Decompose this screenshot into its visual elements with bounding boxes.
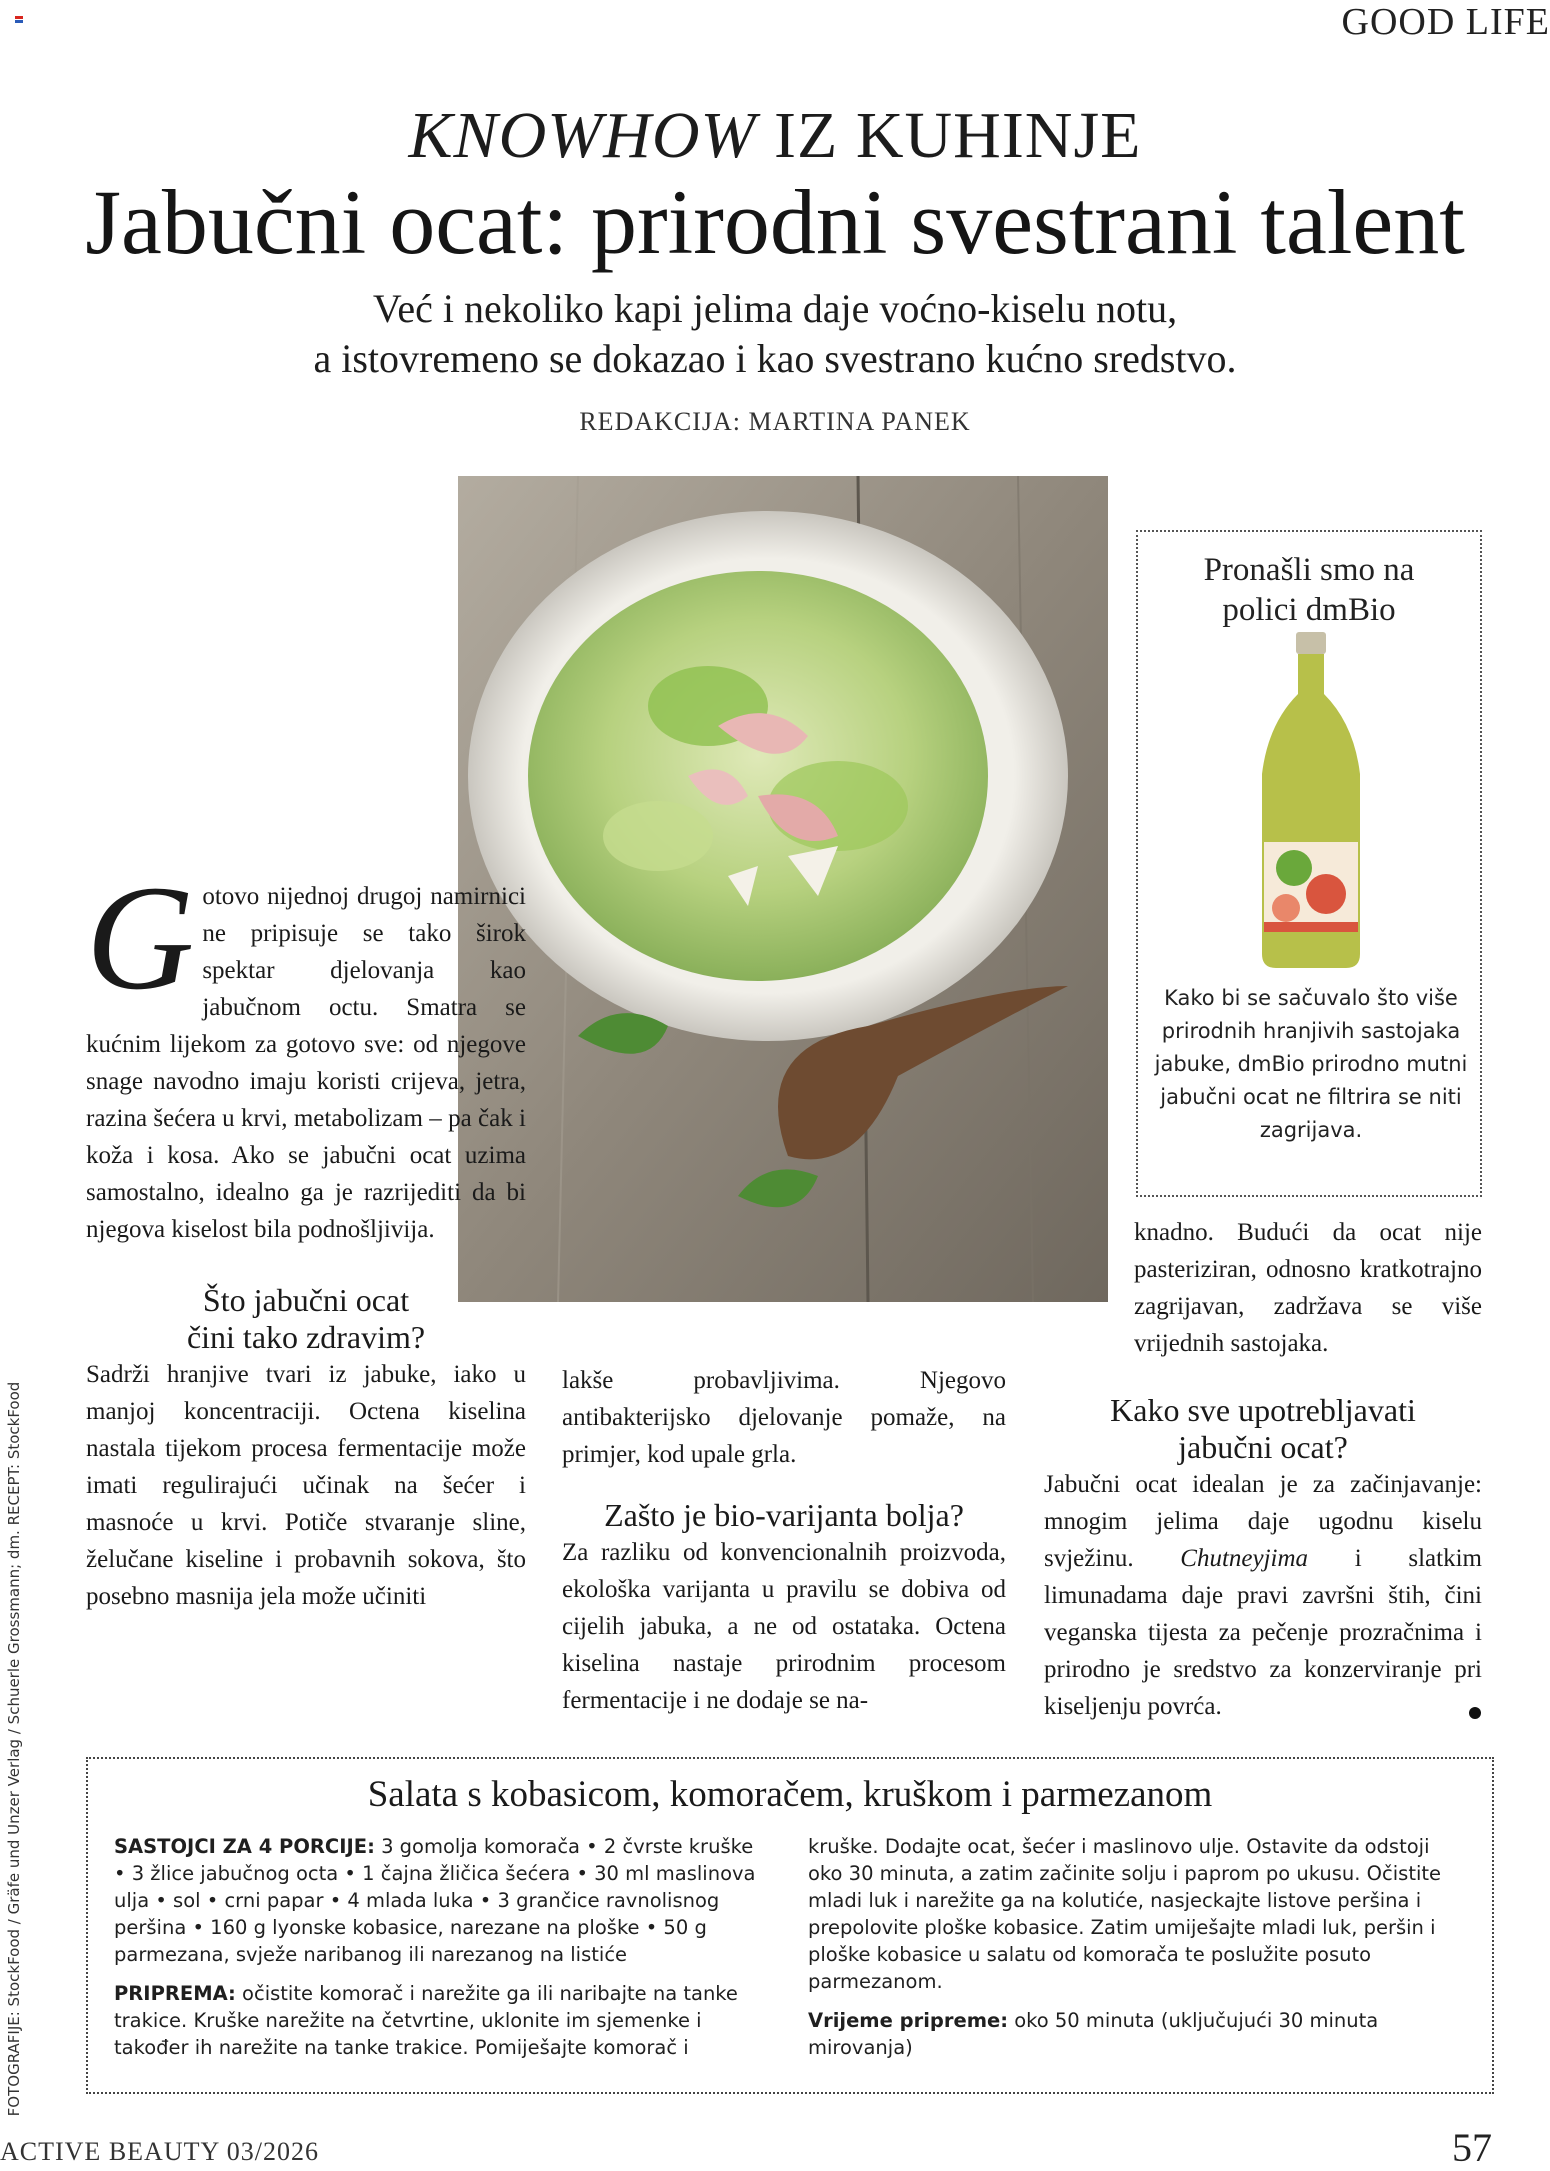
product-box — [1136, 530, 1482, 1197]
middle-continuation: lakše probavljivima. Njegovo antibakterijsko djelovanje pomaže, na primjer, kod upale grla. — [562, 1367, 1006, 1468]
ingredients-text: 3 gomolja komorača • 2 čvrste kruške • 3 žlice jabučnog octa • 1 čajna žličica šećera • 30 ml maslinova ulja • sol • crni papar • 4 mlada luka • 3 grančice ravnolisnog peršina • 160 g lyonske kobasice, narezane na ploške • 50 g parmezana, svježe naribanog ili narezanog na listiće — [114, 1835, 756, 1966]
recipe-column-right — [808, 1833, 1468, 2061]
time-text: oko 50 minuta (uključujući 30 minuta mirovanja) — [808, 2009, 1379, 2059]
drop-cap: G — [86, 855, 195, 1021]
article-end-mark — [1469, 1707, 1481, 1719]
article-deck — [0, 284, 1550, 384]
intro-text: otovo nijednoj drugoj namirnici ne pripisuje se tako širok spektar djelovanja kao jabučnom octu. Smatra se kućnim lijekom za gotovo sve: od njegove snage navodno imaju koristi crijeva, jetra, razina šećera u krvi, metabolizam – pa čak i koža i kosa. Ako se jabučni ocat uzima samostalno, idealno ga je razrijediti da bi njegova kiselost bila podnošljivija. — [86, 883, 526, 1243]
use-text-b: i slatkim limunadama daje pravi završni štih, čini veganska tijesta za pečenje prozračnima i prirodno je sredstvo za konzerviranje pri kiseljenju povrća. — [1044, 1545, 1482, 1720]
article-column-left — [86, 855, 526, 1615]
deck-line-2: a istovremeno se dokazao i kao svestrano kućno sredstvo. — [313, 336, 1237, 381]
byline: REDAKCIJA: MARTINA PANEK — [579, 407, 971, 436]
use-text-a: Jabučni ocat idealan je za začinjavanje: mnogim jelima daje ugodnu kiselu svježinu. — [1044, 1471, 1482, 1572]
footer-magazine: ACTIVE BEAUTY 03/2026 — [0, 2137, 320, 2166]
recipe-time — [808, 2007, 1468, 2061]
product-box-title — [1138, 550, 1480, 630]
preparation-label: PRIPREMA: — [114, 1982, 236, 2005]
recipe-preparation-continued: kruške. Dodajte ocat, šećer i maslinovo ulje. Ostavite da odstoji oko 30 minuta, a zatim začinite solju i paprom po ukusu. Očistite mladi luk i narežite ga na kolutiće, nasjeckajte listove peršina i prepolovite ploške kobasice. Zatim umiješajte mladi luk, peršin i ploške kobasice u salatu od komorača te poslužite posuto parmezanom. — [808, 1835, 1442, 1993]
product-title-line-2: polici dmBio — [1222, 592, 1396, 628]
subheading-health-line-2: čini tako zdravim? — [186, 1319, 426, 1355]
salad-photo — [458, 476, 1108, 1302]
recipe-box — [86, 1757, 1494, 2094]
article-column-right — [1044, 1214, 1482, 1725]
kicker-rest: IZ KUHINJE — [756, 99, 1142, 172]
corner-mark-icon — [15, 16, 23, 23]
kicker-italic: KNOWHOW — [408, 99, 757, 172]
page-number: 57 — [1452, 2125, 1492, 2170]
use-paragraph — [1044, 1466, 1482, 1725]
ingredients-label: SASTOJCI ZA 4 PORCIJE: — [114, 1835, 375, 1858]
subheading-use-line-2: jabučni ocat? — [1178, 1429, 1348, 1465]
section-label: GOOD LIFE — [1341, 1, 1550, 43]
recipe-preparation — [114, 1980, 764, 2061]
recipe-column-left — [114, 1833, 764, 2061]
subheading-health — [86, 1282, 526, 1356]
photo-credit: FOTOGRAFIJE: StockFood / Gräfe und Unzer Verlag / Schuerle Grossmann; dm. RECEPT: StockFood — [5, 1381, 23, 2117]
article-column-middle — [562, 1362, 1006, 1719]
article-kicker — [0, 98, 1550, 174]
product-description: Kako bi se sačuvalo što više prirodnih hranjivih sastojaka jabuke, dmBio prirodno mutni jabučni ocat ne filtrira se niti zagrijava. — [1154, 986, 1468, 1142]
subheading-use — [1044, 1392, 1482, 1466]
subheading-health-line-1: Što jabučni ocat — [202, 1282, 410, 1318]
vinegar-bottle-icon — [1256, 632, 1366, 972]
right-continuation: knadno. Budući da ocat nije pasteriziran, odnosno kratkotrajno zagrijavan, zadržava se više vrijednih sastojaka. — [1134, 1219, 1482, 1357]
salad-illustration — [458, 476, 1108, 1302]
recipe-title: Salata s kobasicom, komoračem, kruškom i parmezanom — [367, 1774, 1213, 1815]
bio-paragraph: Za razliku od konvencionalnih proizvoda, ekološka varijanta u pravilu se dobiva od cijelih jabuka, a ne od ostataka. Octena kiselina nastaje prirodnim procesom fermentacije i ne dodaje se na- — [562, 1539, 1006, 1714]
product-title-line-1: Pronašli smo na — [1203, 552, 1415, 588]
preparation-text: očistite komorač i narežite ga ili naribajte na tanke trakice. Kruške narežite na četvrtine, uklonite im sjemenke i također ih narežite na tanke trakice. Pomiješajte komorač i — [114, 1982, 738, 2059]
deck-line-1: Već i nekoliko kapi jelima daje voćno-kiselu notu, — [372, 286, 1178, 331]
subheading-use-line-1: Kako sve upotrebljavati — [1110, 1392, 1416, 1428]
use-text-italic: Chutneyjima — [1180, 1545, 1309, 1572]
page-title: Jabučni ocat: prirodni svestrani talent — [85, 171, 1465, 273]
subheading-bio: Zašto je bio-varijanta bolja? — [604, 1497, 964, 1533]
health-paragraph: Sadrži hranjive tvari iz jabuke, iako u manjoj koncentraciji. Octena kiselina nastala tijekom procesa fermentacije može imati regulirajući učinak na šećer i masnoće u krvi. Potiče stvaranje sline, želučane kiseline i probavnih sokova, što posebno masnija jela može učiniti — [86, 1361, 526, 1610]
intro-paragraph — [86, 855, 526, 1248]
time-label: Vrijeme pripreme: — [808, 2009, 1009, 2032]
recipe-ingredients — [114, 1833, 764, 1968]
